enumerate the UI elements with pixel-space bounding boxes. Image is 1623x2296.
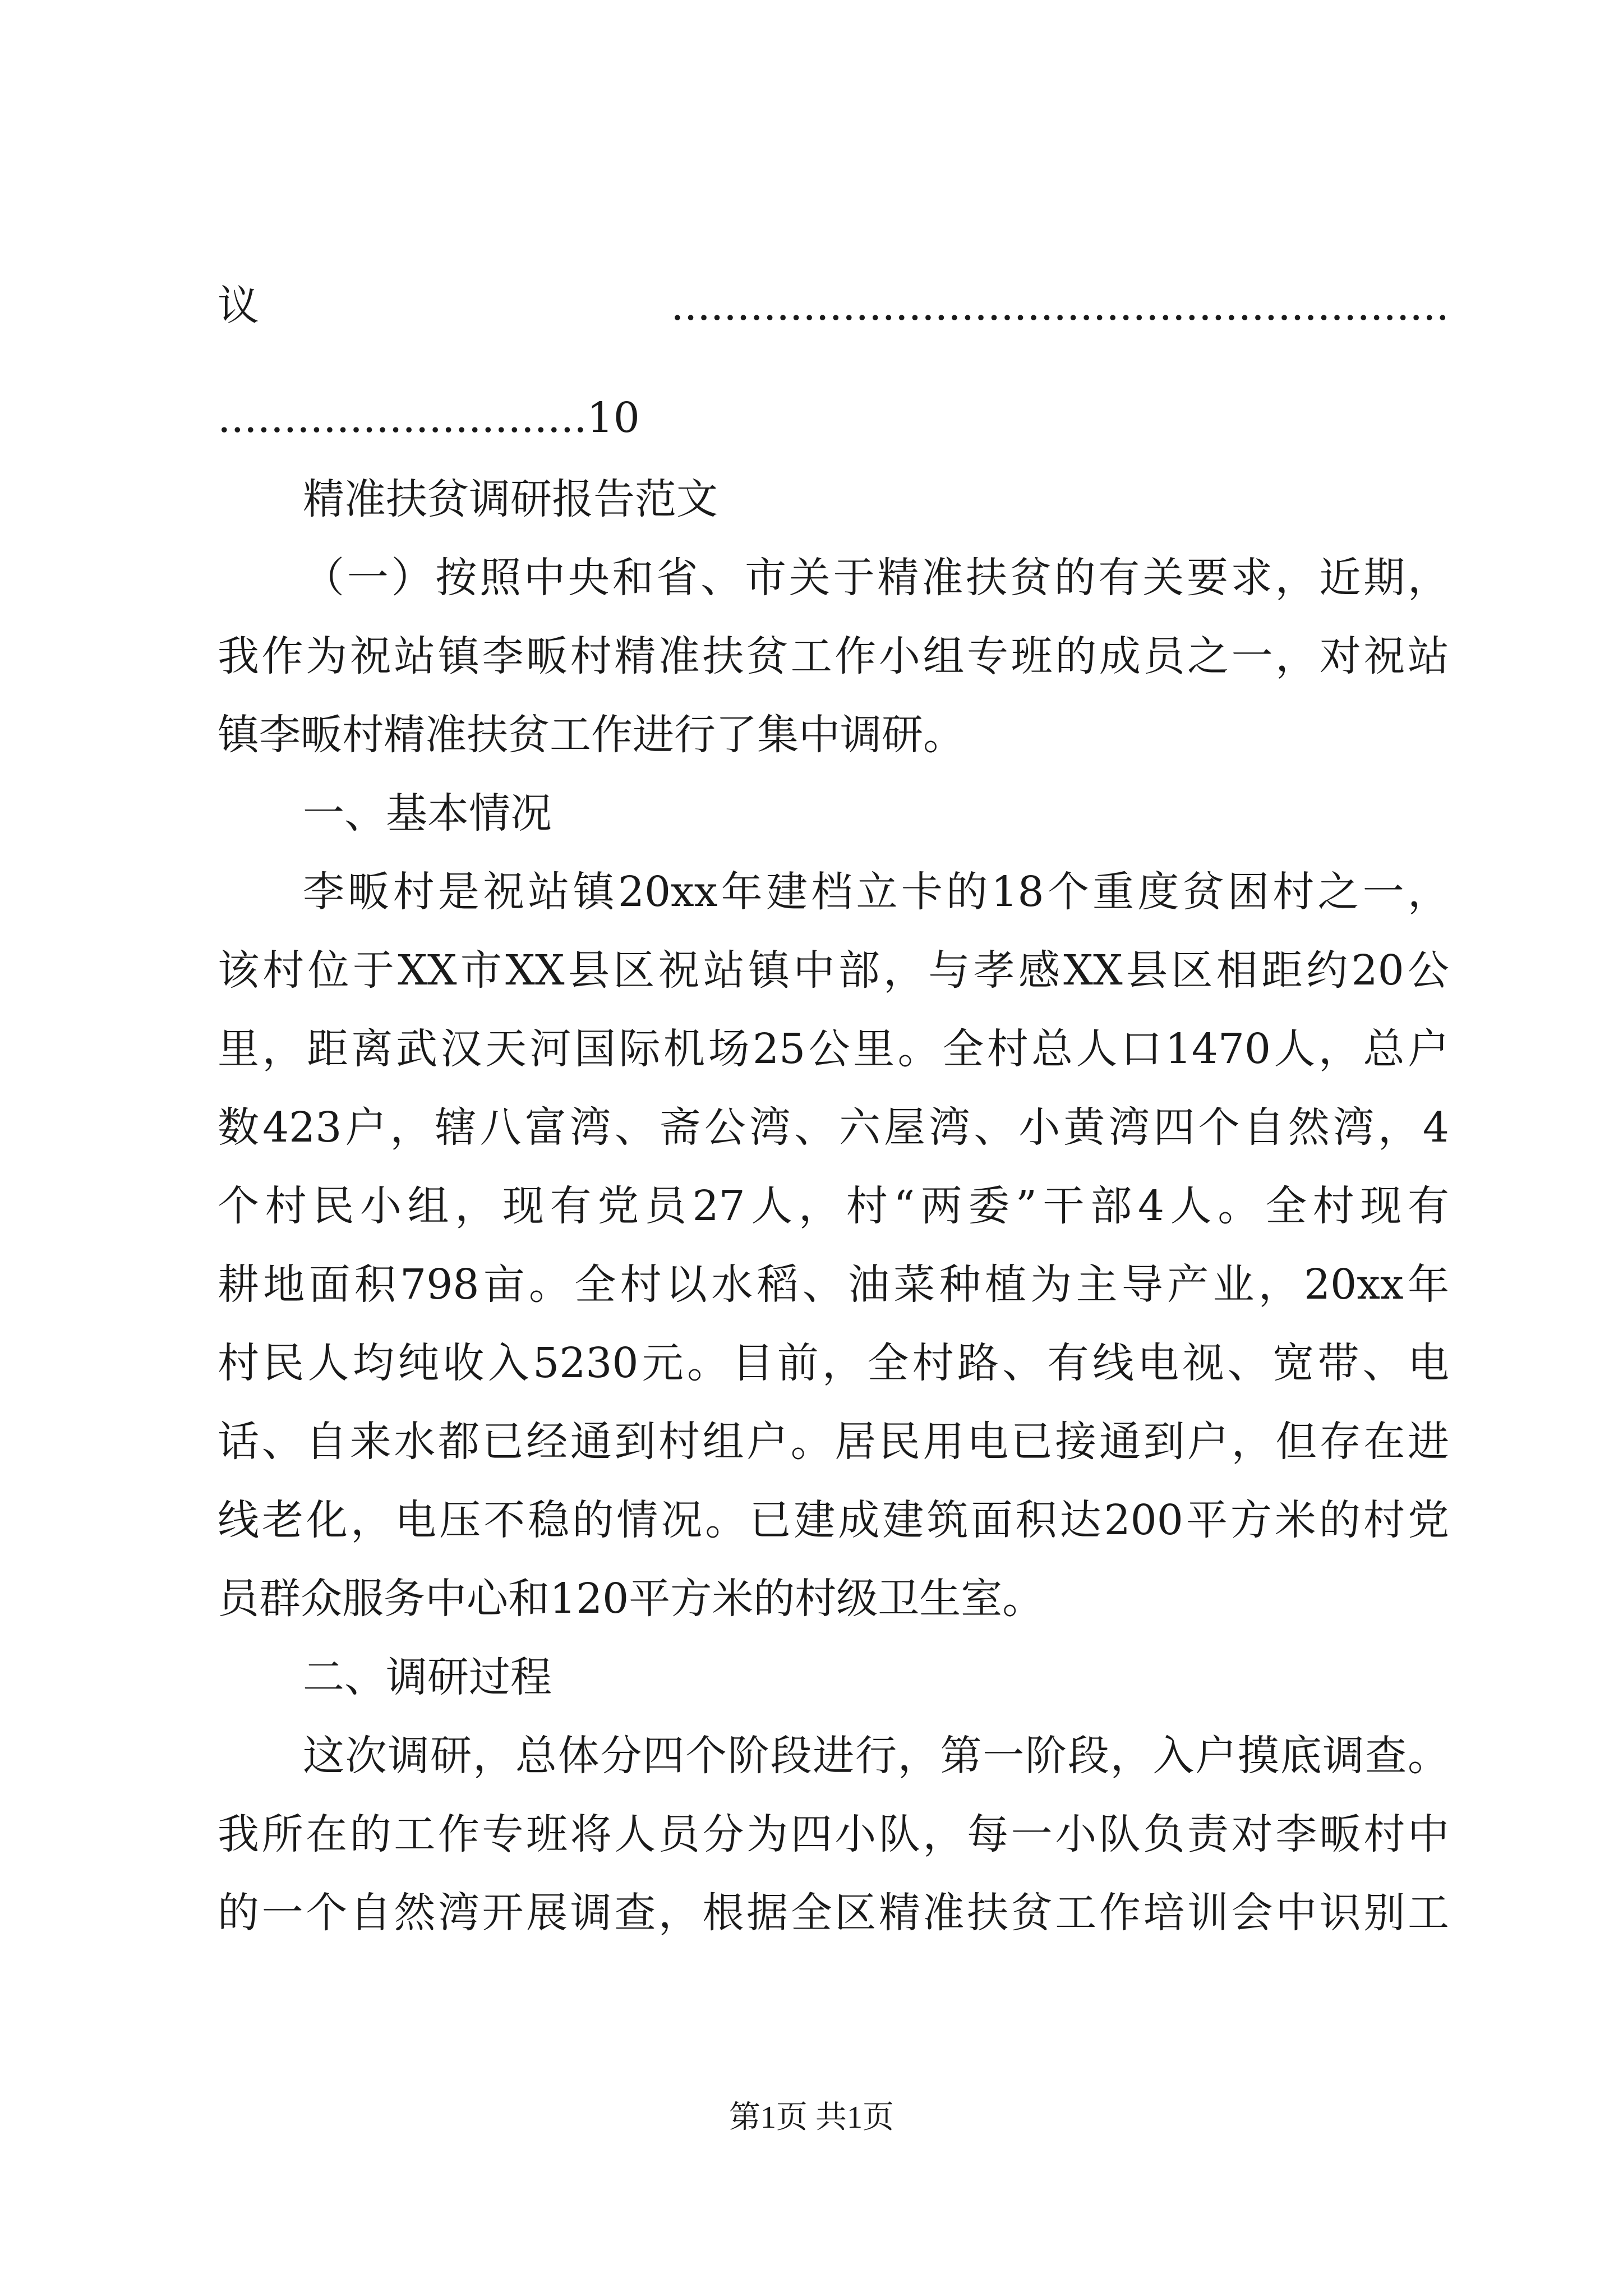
paragraph-line: 里，距离武汉天河国际机场25公里。全村总人口1470人，总户 <box>218 1025 1449 1073</box>
paragraph-line: 该村位于XX市XX县区祝站镇中部，与孝感XX县区相距约20公 <box>218 946 1449 995</box>
toc-entry-line-1: 议........................................................... <box>218 282 1449 330</box>
paragraph-line: 这次调研，总体分四个阶段进行，第一阶段，入户摸底调查。 <box>303 1732 1449 1780</box>
section-heading-basic-info: 一、基本情况 <box>303 789 552 838</box>
paragraph-line: 话、自来水都已经通到村组户。居民用电已接通到户，但存在进 <box>218 1418 1449 1466</box>
paragraph-line: 李畈村是祝站镇20xx年建档立卡的18个重度贫困村之一， <box>303 868 1449 916</box>
document-title: 精准扶贫调研报告范文 <box>303 475 718 523</box>
paragraph-line: 我所在的工作专班将人员分为四小队，每一小队负责对李畈村中 <box>218 1810 1449 1858</box>
paragraph-line: 个村民小组，现有党员27人，村“两委”干部4人。全村现有 <box>218 1182 1449 1230</box>
paragraph-line: 村民人均纯收入5230元。目前，全村路、有线电视、宽带、电 <box>218 1339 1449 1387</box>
paragraph-line: 镇李畈村精准扶贫工作进行了集中调研。 <box>218 711 965 759</box>
paragraph-line: 员群众服务中心和120平方米的村级卫生室。 <box>218 1575 1044 1623</box>
toc-entry-line-2: ............................10 <box>218 394 640 442</box>
paragraph-line: 的一个自然湾开展调查，根据全区精准扶贫工作培训会中识别工 <box>218 1889 1449 1937</box>
paragraph-line: 数423户，辖八富湾、斋公湾、六屋湾、小黄湾四个自然湾，4 <box>218 1103 1449 1152</box>
page-footer: 第1页 共1页 <box>729 2100 894 2135</box>
paragraph-line: （一）按照中央和省、市关于精准扶贫的有关要求，近期， <box>303 554 1449 602</box>
paragraph-line: 线老化，电压不稳的情况。已建成建筑面积达200平方米的村党 <box>218 1496 1449 1544</box>
paragraph-line: 耕地面积798亩。全村以水稻、油菜种植为主导产业，20xx年 <box>218 1260 1449 1309</box>
paragraph-line: 我作为祝站镇李畈村精准扶贫工作小组专班的成员之一，对祝站 <box>218 632 1449 680</box>
section-heading-research-process: 二、调研过程 <box>303 1653 552 1701</box>
